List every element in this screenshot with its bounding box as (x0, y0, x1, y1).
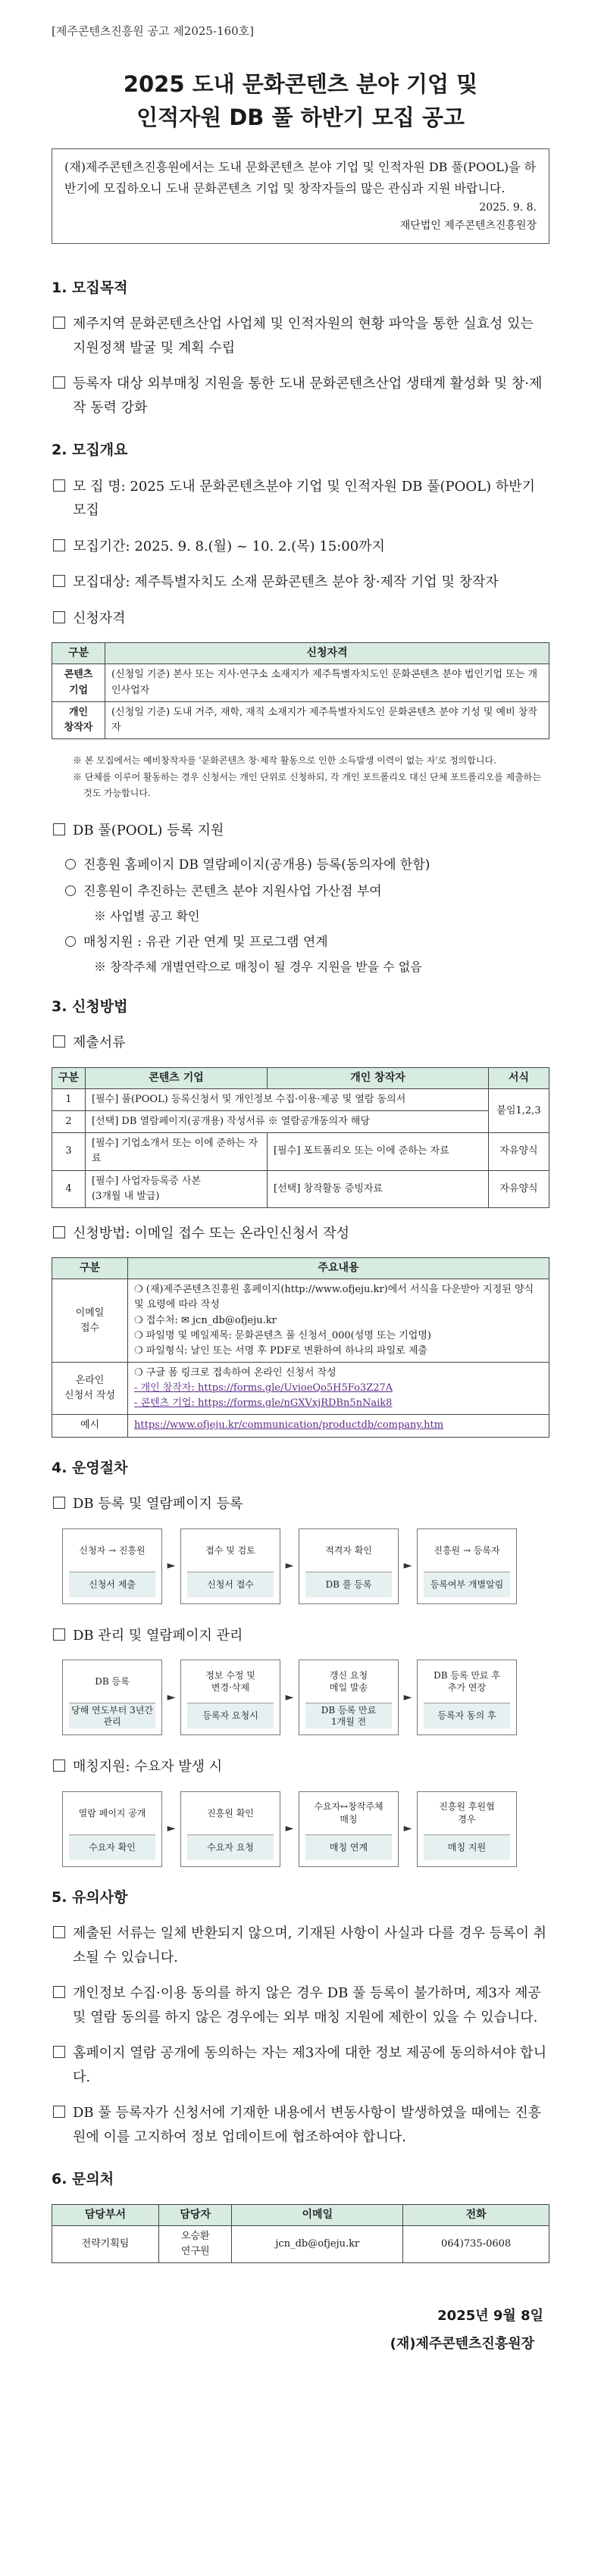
flow-step-desc: 등록자 동의 후 (424, 1703, 510, 1728)
table-row (52, 701, 549, 738)
page-title (52, 67, 549, 136)
pool-sub-item (65, 881, 549, 903)
flow-step (299, 1528, 399, 1604)
table-row (52, 1170, 549, 1207)
overview-period-text: 모집기간: 2025. 9. 8.(월) ~ 10. 2.(목) 15:00까지 (73, 538, 385, 554)
table-header-cell: 담당부서 (52, 2204, 159, 2225)
table-header-cell: 주요내용 (128, 1258, 549, 1279)
table-row (52, 1363, 549, 1415)
checkbox-bullet-icon (53, 1926, 65, 1938)
arrow-right-icon: ► (167, 1560, 176, 1572)
table-cell: [필수] 사업자등록증 사본 (3개월 내 발급) (86, 1170, 268, 1207)
checkbox-bullet-icon (53, 1035, 65, 1048)
purpose-item (52, 312, 549, 360)
table-cell: 콘텐츠 기업 (52, 664, 105, 701)
table-header-row (52, 1258, 549, 1279)
title-line-1: 2025 도내 문화콘텐츠 분야 기업 및 (123, 70, 478, 97)
flow-step-title: 진흥원 → 등록자 (434, 1544, 500, 1556)
caution-item-text: 제출된 서류는 일체 반환되지 않으며, 기재된 사항이 사실과 다를 경우 등록이 취소될 수 있습니다. (73, 1925, 547, 1966)
checkbox-bullet-icon (53, 1759, 65, 1772)
checkbox-bullet-icon (53, 611, 65, 623)
table-cell: [필수] 포트폴리오 또는 이에 준하는 자료 (268, 1133, 489, 1170)
arrow-right-icon: ► (403, 1822, 412, 1835)
checkbox-bullet-icon (53, 1226, 65, 1238)
flow-step (180, 1791, 280, 1867)
section-title-cautions: 5. 유의사항 (52, 1888, 128, 1906)
table-cell: 붙임1,2,3 (489, 1088, 549, 1132)
circle-bullet-icon (65, 859, 76, 870)
pool-sub-item (65, 932, 549, 954)
table-header-cell: 구분 (52, 1258, 128, 1279)
arrow-right-icon: ► (403, 1560, 412, 1572)
form-link-company[interactable]: - 콘텐츠 기업: https://forms.gle/nGXVxjRDBn5nNaik8 (134, 1397, 393, 1410)
notice-number: [제주콘텐츠진흥원 공고 제2025-160호] (52, 24, 254, 38)
method-line: ❍ 파일형식: 날인 또는 서명 후 PDF로 변환하여 하나의 파일로 제출 (134, 1344, 427, 1357)
checkbox-bullet-icon (53, 2106, 65, 2118)
procedure-item-text: DB 관리 및 열람페이지 관리 (73, 1627, 243, 1644)
overview-item-qualification (52, 607, 549, 631)
flow-step-title: 신청자 → 진흥원 (79, 1544, 146, 1556)
table-row (52, 1133, 549, 1170)
arrow-right-icon: ► (167, 1822, 176, 1835)
pool-note: ※ 창작주체 개별연락으로 매칭이 될 경우 지원을 받을 수 없음 (94, 959, 422, 974)
purpose-item-text: 제주지역 문화콘텐츠산업 사업체 및 인적자원의 현황 파악을 통한 실효성 있는 지원정책 발굴 및 계획 수립 (73, 316, 534, 356)
overview-pool-text: DB 풀(POOL) 등록 지원 (73, 822, 224, 838)
arrow-right-icon: ► (285, 1691, 294, 1703)
table-header-cell: 구분 (52, 1067, 86, 1088)
flow-step-title: 접수 및 검토 (205, 1544, 255, 1556)
arrow-right-icon: ► (285, 1822, 294, 1835)
caution-item-text: 개인정보 수집·이용 동의를 하지 않은 경우 DB 풀 등록이 불가하며, 제3자 제공 및 열람 동의를 하지 않은 경우에는 외부 매칭 지원에 제한이 있을 수 있습니다. (73, 1985, 541, 2025)
table-row (52, 1415, 549, 1437)
checkbox-bullet-icon (53, 1986, 65, 1998)
flow-step-desc: 수요자 요청 (187, 1834, 274, 1860)
sign-date: 2025년 9월 8일 (437, 2307, 543, 2324)
table-cell: 1 (52, 1088, 86, 1110)
circle-bullet-icon (65, 936, 76, 947)
caution-item-text: 홈페이지 열람 공개에 동의하는 자는 제3자에 대한 정보 제공에 동의하셔야 합니다. (73, 2045, 547, 2085)
table-cell: [선택] DB 열람페이지(공개용) 작성서류 ※ 열람공개동의자 해당 (86, 1111, 489, 1133)
table-row (52, 1111, 549, 1133)
flow-step (417, 1528, 517, 1604)
caution-item (52, 2101, 549, 2149)
table-row (52, 2225, 549, 2262)
flow-step (180, 1660, 280, 1735)
intro-org: 재단법인 제주콘텐츠진흥원장 (399, 220, 537, 233)
overview-name-text: 모 집 명: 2025 도내 문화콘텐츠분야 기업 및 인적자원 DB 풀(POOL) 하반기 모집 (73, 478, 536, 519)
contact-email[interactable]: jcn_db@ofjeju.kr (232, 2225, 403, 2262)
flow-step-desc: 신청서 접수 (187, 1572, 274, 1597)
intro-text: (재)제주콘텐츠진흥원에서는 도내 문화콘텐츠 분야 기업 및 인적자원 DB 풀(POOL)을 하반기에 모집하오니 도내 문화콘텐츠 기업 및 창작자들의 많은 관심과 지원 바랍니다. (64, 160, 537, 196)
title-line-2: 인적자원 DB 풀 하반기 모집 공고 (136, 105, 465, 131)
procedure-item (52, 1755, 549, 1779)
section-title-apply: 3. 신청방법 (52, 998, 128, 1015)
checkbox-bullet-icon (53, 317, 65, 329)
flow-step (299, 1791, 399, 1867)
section-title-procedure: 4. 운영절차 (52, 1459, 128, 1476)
table-cell: 자유양식 (489, 1170, 549, 1207)
checkbox-bullet-icon (53, 2046, 65, 2058)
method-line: ❍ 구글 폼 링크로 접속하여 온라인 신청서 작성 (134, 1367, 336, 1379)
flow-step (417, 1660, 517, 1735)
caution-item (52, 1981, 549, 2029)
table-header-cell: 서식 (489, 1067, 549, 1088)
flow-step-desc: 당해 연도부터 3년간 관리 (69, 1703, 155, 1728)
method-line: ❍ 접수처: ✉ jcn_db@ofjeju.kr (134, 1314, 277, 1326)
caution-item (52, 1922, 549, 1969)
method-line-text: (재)제주콘텐츠진흥원 홈페이지(http://www.ofjeju.kr)에서 서식을 다운받아 지정된 양식 및 요령에 따라 작성 (134, 1284, 534, 1311)
flow-diagram-matching (62, 1791, 549, 1867)
flow-step-title: 진흥원 확인 (207, 1807, 254, 1819)
documents-table (52, 1067, 549, 1208)
flow-step (62, 1660, 162, 1735)
table-cell: 064)735-0608 (403, 2225, 549, 2262)
apply-method-text: 신청방법: 이메일 접수 또는 온라인신청서 작성 (73, 1225, 350, 1241)
pool-sub-item-text: 진흥원 홈페이지 DB 열람페이지(공개용) 등록(동의자에 한함) (83, 857, 430, 873)
method-line: ❍ 파일명 및 메일제목: 문화콘텐츠 풀 신청서_000(성명 또는 기업명) (134, 1329, 431, 1341)
table-cell: (신청일 기준) 도내 거주, 재학, 재직 소재지가 제주특별자치도인 문화콘텐츠 분야 기성 및 예비 창작자 (105, 701, 549, 738)
table-row (52, 1088, 549, 1110)
table-cell: 3 (52, 1133, 86, 1170)
flow-step-desc: 신청서 제출 (69, 1572, 155, 1597)
method-line-text: 접수처: ✉ jcn_db@ofjeju.kr (146, 1314, 277, 1326)
intro-date: 2025. 9. 8. (479, 201, 537, 214)
arrow-right-icon: ► (285, 1560, 294, 1572)
method-line: ❍ (재)제주콘텐츠진흥원 홈페이지(http://www.ofjeju.kr)에서 서식을 다운받아 지정된 양식 및 요령에 따라 작성 (134, 1284, 534, 1311)
procedure-item (52, 1624, 549, 1648)
method-line-text: 파일형식: 날인 또는 서명 후 PDF로 변환하여 하나의 파일로 제출 (146, 1344, 427, 1357)
checkbox-bullet-icon (53, 539, 65, 551)
procedure-item-text: 매칭지원: 수요자 발생 시 (73, 1759, 223, 1775)
table-header-row (52, 2204, 549, 2225)
table-cell: [필수] 기업소개서 또는 이에 준하는 자료 (86, 1133, 268, 1170)
table-cell: 온라인 신청서 작성 (52, 1363, 128, 1415)
procedure-item (52, 1492, 549, 1516)
flow-step-title: 적격자 확인 (325, 1544, 372, 1556)
table-header-cell: 콘텐츠 기업 (86, 1067, 268, 1088)
pool-note: ※ 사업별 공고 확인 (94, 909, 200, 924)
table-cell: 4 (52, 1170, 86, 1207)
example-link[interactable]: https://www.ofjeju.kr/communication/productdb/company.htm (134, 1419, 444, 1432)
arrow-right-icon: ► (167, 1691, 176, 1703)
flow-step-desc: 등록자 요청시 (187, 1703, 274, 1728)
flow-step-title: DB 등록 만료 후 추가 연장 (434, 1669, 500, 1694)
method-line-text: 구글 폼 링크로 접속하여 온라인 신청서 작성 (146, 1367, 336, 1379)
checkbox-bullet-icon (53, 1497, 65, 1509)
table-cell: 2 (52, 1111, 86, 1133)
method-table (52, 1257, 549, 1437)
flow-step-desc: 매칭 연계 (305, 1834, 392, 1860)
table-cell (128, 1363, 549, 1415)
table-header-row (52, 643, 549, 664)
table-cell: 개인 창작자 (52, 701, 105, 738)
flow-step (180, 1528, 280, 1604)
pool-sub-item-text: 매칭지원 : 유관 기관 연계 및 프로그램 연계 (83, 935, 328, 951)
table-cell: 예시 (52, 1415, 128, 1437)
flow-step (299, 1660, 399, 1735)
table-cell: 자유양식 (489, 1133, 549, 1170)
apply-item-method (52, 1222, 549, 1246)
table-header-cell: 전화 (403, 2204, 549, 2225)
table-cell: (신청일 기준) 본사 또는 지사·연구소 소재지가 제주특별자치도인 문화콘텐츠 분야 법인기업 또는 개인사업자 (105, 664, 549, 701)
table-row (52, 664, 549, 701)
checkbox-bullet-icon (53, 479, 65, 492)
flow-step-title: DB 등록 (95, 1676, 130, 1687)
section-title-purpose: 1. 모집목적 (52, 279, 128, 296)
caution-item (52, 2041, 549, 2089)
circle-bullet-icon (65, 885, 76, 896)
caution-item-text: DB 풀 등록자가 신청서에 기재한 내용에서 변동사항이 발생하였을 때에는 진흥원에 이를 고지하여 정보 업데이트에 협조하여야 합니다. (73, 2105, 542, 2145)
table-cell: 전략기획팀 (52, 2225, 159, 2262)
table-header-row (52, 1067, 549, 1088)
flow-step-desc: 수요자 확인 (69, 1834, 155, 1860)
table-cell (128, 1415, 549, 1437)
table-cell: [선택] 창작활동 증빙자료 (268, 1170, 489, 1207)
checkbox-bullet-icon (53, 1628, 65, 1641)
table-cell: 오승환 연구원 (158, 2225, 232, 2262)
table-header-cell: 이메일 (232, 2204, 403, 2225)
apply-docs-text: 제출서류 (73, 1035, 126, 1051)
overview-item-period (52, 535, 549, 559)
form-link-individual[interactable]: - 개인 창작자: https://forms.gle/UvioeQo5H5Fo3Z27A (134, 1382, 393, 1394)
note-line: ※ 단체를 이루어 활동하는 경우 신청서는 개인 단위로 신청하되, 각 개인 포트폴리오 대신 단체 포트폴리오를 제출하는 것도 가능합니다. (73, 771, 541, 799)
pool-sub-item (65, 854, 549, 876)
flow-step-title: 진흥원 후원협 경우 (439, 1801, 495, 1825)
flow-diagram-registration (62, 1528, 549, 1604)
overview-target-text: 모집대상: 제주특별자치도 소재 문화콘텐츠 분야 창·제작 기업 및 창작자 (73, 574, 499, 591)
overview-qualification-text: 신청자격 (73, 610, 126, 626)
table-header-cell: 담당자 (158, 2204, 232, 2225)
flow-step-title: 갱신 요청 메일 발송 (329, 1669, 368, 1694)
table-header-cell: 신청자격 (105, 643, 549, 664)
table-header-cell: 개인 창작자 (268, 1067, 489, 1088)
table-header-cell: 구분 (52, 643, 105, 664)
section-title-overview: 2. 모집개요 (52, 442, 128, 459)
overview-item-name (52, 475, 549, 523)
note-line: ※ 본 모집에서는 예비창작자를 '문화콘텐츠 창·제작 활동으로 인한 소득발생 이력이 없는 자'로 정의합니다. (73, 755, 496, 767)
arrow-right-icon: ► (403, 1691, 412, 1703)
flow-step (62, 1528, 162, 1604)
qualification-notes (73, 753, 549, 802)
flow-diagram-management (62, 1660, 549, 1735)
flow-step-title: 열람 페이지 공개 (78, 1807, 146, 1819)
flow-step-desc: 등록여부 개별알림 (424, 1572, 510, 1597)
checkbox-bullet-icon (53, 376, 65, 389)
qualification-table (52, 642, 549, 739)
intro-box (52, 148, 549, 244)
pool-sub-item-text: 진흥원이 추진하는 콘텐츠 분야 지원사업 가산점 부여 (83, 884, 382, 900)
flow-step-title: 정보 수정 및 변경·삭제 (205, 1669, 255, 1694)
table-cell: [필수] 풀(POOL) 등록신청서 및 개인정보 수집·이용·제공 및 열람 동의서 (86, 1088, 489, 1110)
checkbox-bullet-icon (53, 575, 65, 587)
flow-step (62, 1791, 162, 1867)
flow-step (417, 1791, 517, 1867)
table-cell (128, 1279, 549, 1363)
procedure-item-text: DB 등록 및 열람페이지 등록 (73, 1496, 243, 1513)
method-line-text: 파일명 및 메일제목: 문화콘텐츠 풀 신청서_000(성명 또는 기업명) (146, 1329, 431, 1341)
table-cell: 이메일 접수 (52, 1279, 128, 1363)
flow-step-desc: 매칭 지원 (424, 1834, 510, 1860)
flow-step-desc: DB 등록 만료 1개월 전 (305, 1703, 392, 1728)
flow-step-desc: DB 풀 등록 (305, 1572, 392, 1597)
flow-step-title: 수요자↔창작주체 매칭 (314, 1801, 383, 1825)
overview-item-pool (52, 819, 549, 843)
overview-item-target (52, 570, 549, 595)
purpose-item (52, 372, 549, 420)
apply-item-docs (52, 1031, 549, 1055)
contact-table (52, 2204, 549, 2263)
purpose-item-text: 등록자 대상 외부매칭 지원을 통한 도내 문화콘텐츠산업 생태계 활성화 및 창·제작 동력 강화 (73, 376, 543, 416)
checkbox-bullet-icon (53, 823, 65, 835)
sign-org: (재)제주콘텐츠진흥원장 (390, 2335, 534, 2352)
table-row (52, 1279, 549, 1363)
section-title-contact: 6. 문의처 (52, 2171, 114, 2188)
